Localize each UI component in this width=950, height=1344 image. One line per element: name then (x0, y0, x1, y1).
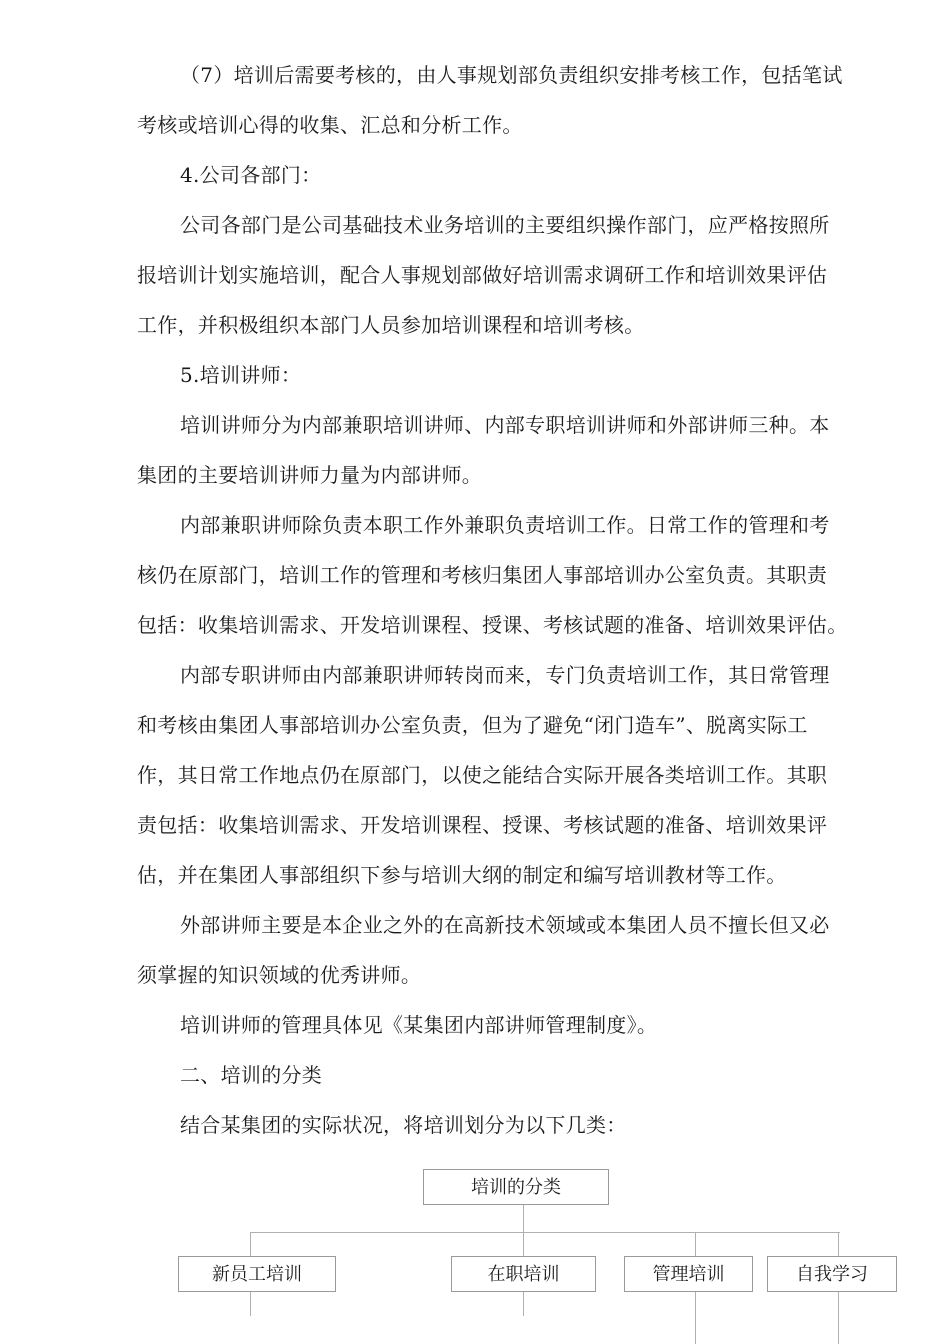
paragraph-line: 和考核由集团人事部培训办公室负责，但为了避免“闭门造车”、脱离实际工 (137, 713, 808, 737)
connector-below-3 (695, 1292, 696, 1344)
paragraph-line: 公司各部门是公司基础技术业务培训的主要组织操作部门，应严格按照所 (180, 213, 830, 237)
paragraph-line: 须掌握的知识领域的优秀讲师。 (137, 963, 422, 987)
connector-horizontal (250, 1232, 840, 1233)
paragraph-line: 考核或培训心得的收集、汇总和分析工作。 (137, 113, 523, 137)
connector-child-1 (250, 1232, 251, 1256)
paragraph-line: 责包括：收集培训需求、开发培训课程、授课、考核试题的准备、培训效果评 (137, 813, 828, 837)
paragraph-line: 培训讲师分为内部兼职培训讲师、内部专职培训讲师和外部讲师三种。本 (180, 413, 830, 437)
chart-root-node: 培训的分类 (423, 1169, 609, 1205)
paragraph-line: 作，其日常工作地点仍在原部门，以使之能结合实际开展各类培训工作。其职 (137, 763, 828, 787)
paragraph-line: 工作，并积极组织本部门人员参加培训课程和培训考核。 (137, 313, 645, 337)
paragraph-line: 培训讲师的管理具体见《某集团内部讲师管理制度》。 (180, 1013, 658, 1037)
chart-node-management: 管理培训 (624, 1256, 753, 1292)
section-heading: 5.培训讲师： (180, 363, 302, 387)
chart-node-self-learning: 自我学习 (767, 1256, 897, 1292)
paragraph-line: 估，并在集团人事部组织下参与培训大纲的制定和编写培训教材等工作。 (137, 863, 787, 887)
paragraph-line: （7）培训后需要考核的，由人事规划部负责组织安排考核工作，包括笔试 (180, 63, 843, 87)
chart-node-on-job: 在职培训 (451, 1256, 596, 1292)
chart-node-new-employee: 新员工培训 (178, 1256, 336, 1292)
connector-child-2 (523, 1232, 524, 1256)
section-heading: 二、培训的分类 (180, 1063, 323, 1087)
connector-child-3 (695, 1232, 696, 1256)
training-category-chart (0, 1150, 950, 1344)
connector-below-1 (250, 1292, 251, 1316)
paragraph-line: 集团的主要培训讲师力量为内部讲师。 (137, 463, 483, 487)
section-heading: 4.公司各部门： (180, 163, 322, 187)
paragraph-line: 外部讲师主要是本企业之外的在高新技术领域或本集团人员不擅长但又必 (180, 913, 830, 937)
paragraph-line: 报培训计划实施培训，配合人事规划部做好培训需求调研工作和培训效果评估 (137, 263, 828, 287)
paragraph-line: 结合某集团的实际状况，将培训划分为以下几类： (180, 1113, 627, 1137)
paragraph-line: 包括：收集培训需求、开发培训课程、授课、考核试题的准备、培训效果评估。 (137, 613, 848, 637)
connector-below-2 (523, 1292, 524, 1316)
paragraph-line: 核仍在原部门，培训工作的管理和考核归集团人事部培训办公室负责。其职责 (137, 563, 828, 587)
paragraph-line: 内部兼职讲师除负责本职工作外兼职负责培训工作。日常工作的管理和考 (180, 513, 830, 537)
connector-child-4 (838, 1232, 839, 1256)
connector-root-down (523, 1205, 524, 1233)
connector-below-4 (838, 1292, 839, 1344)
paragraph-line: 内部专职讲师由内部兼职讲师转岗而来，专门负责培训工作，其日常管理 (180, 663, 830, 687)
